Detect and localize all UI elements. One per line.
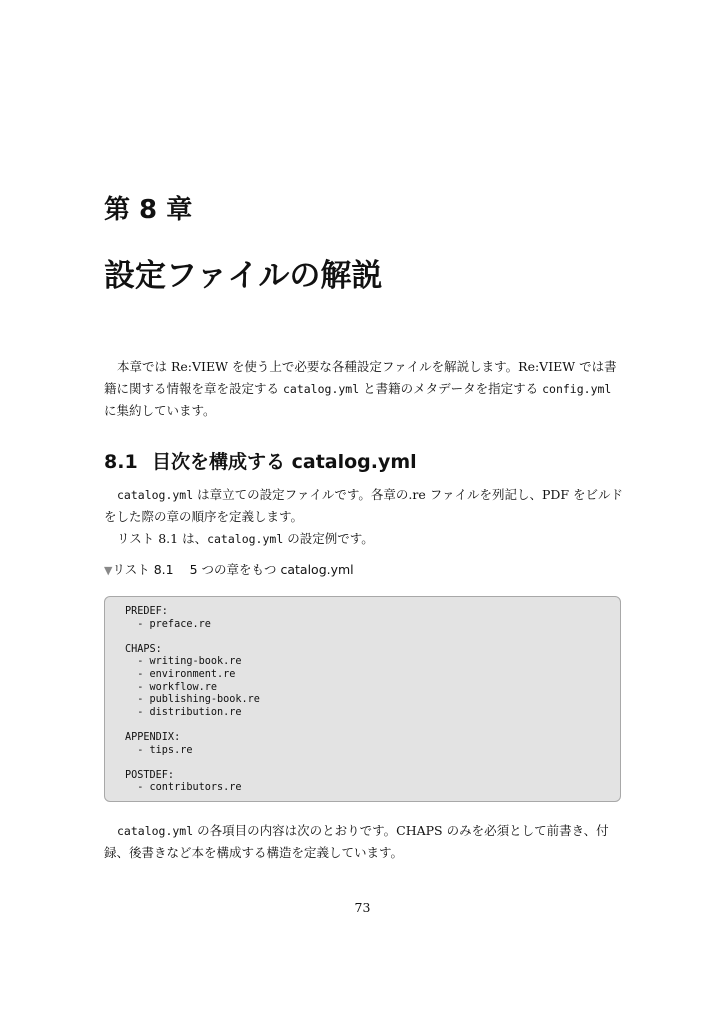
listing-caption-text: 5 つの章をもつ catalog.yml <box>189 562 354 577</box>
intro-text-3: に集約しています。 <box>104 403 216 418</box>
section-number: 8.1 <box>104 451 138 473</box>
after-code: catalog.yml <box>117 824 194 838</box>
intro-paragraph <box>104 356 624 422</box>
code-listing <box>104 596 621 802</box>
chapter-title: 設定ファイルの解説 <box>104 258 383 294</box>
section-p2-code: catalog.yml <box>207 532 284 546</box>
code-listing-content: PREDEF: - preface.re CHAPS: - writing-book.re - environment.re - workflow.re - publishing-book.re - distribution.re APPENDIX: - tips.re POSTDEF: - contributors.re <box>125 606 260 794</box>
intro-code-catalog: catalog.yml <box>282 382 360 396</box>
section-p2-text-1: リスト 8.1 は、 <box>117 531 208 546</box>
listing-caption <box>104 560 354 581</box>
section-paragraph-2 <box>104 528 624 550</box>
after-text: の各項目の内容は次のとおりです。CHAPS のみを必須として前書き、付録、後書きなど本を構成する構造を定義しています。 <box>104 823 609 860</box>
after-listing-paragraph <box>104 820 624 864</box>
section-title: 目次を構成する catalog.yml <box>152 451 417 473</box>
section-paragraph-1 <box>104 484 624 528</box>
section-p2-text-2: の設定例です。 <box>283 531 374 546</box>
triangle-down-icon: ▼ <box>104 564 113 577</box>
section-p1-text: は章立ての設定ファイルです。各章の.re ファイルを列記し、PDF をビルドをした際の章の順序を定義します。 <box>104 487 624 524</box>
intro-text-1: 本章では Re:VIEW を使う上で必要な各種設定ファイルを解説します。Re:VIEW では書籍に関する情報を章を設定する <box>104 359 617 396</box>
listing-number: リスト 8.1 <box>112 562 174 577</box>
section-body <box>104 484 624 550</box>
section-heading <box>104 448 417 476</box>
intro-code-config: config.yml <box>542 382 612 396</box>
page-number: 73 <box>354 900 371 915</box>
chapter-label: 第 8 章 <box>104 195 193 225</box>
section-p1-code: catalog.yml <box>117 488 194 502</box>
intro-text-2: と書籍のメタデータを指定する <box>359 381 543 396</box>
